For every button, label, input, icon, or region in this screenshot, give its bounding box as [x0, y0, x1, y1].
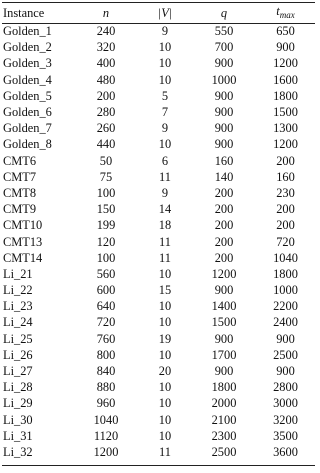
table-row	[2, 185, 315, 201]
cell-q: 2100	[211, 412, 237, 427]
header-vehicles	[138, 3, 192, 23]
table-row	[2, 250, 315, 266]
cell-instance: Li_21	[3, 266, 33, 281]
cell-q: 900	[214, 331, 234, 346]
header-n	[74, 3, 138, 23]
cell-tmax: 1200	[273, 137, 298, 152]
cell-q: 900	[214, 56, 234, 71]
cell-tmax: 160	[276, 169, 295, 184]
cell-n: 260	[96, 121, 116, 136]
cell-tmax: 3600	[273, 444, 298, 459]
cell-vehicles: 7	[161, 105, 169, 120]
cell-q: 550	[214, 24, 234, 39]
cell-tmax: 1600	[273, 72, 298, 87]
cell-vehicles: 5	[161, 88, 169, 103]
table-row	[2, 72, 315, 88]
cell-n: 480	[96, 72, 116, 87]
cell-vehicles: 10	[158, 299, 172, 314]
cell-instance: CMT7	[3, 169, 37, 184]
cell-instance: Golden_4	[3, 72, 52, 87]
cell-tmax: 2200	[273, 299, 298, 314]
table-row	[2, 169, 315, 185]
cell-vehicles: 10	[158, 72, 172, 87]
cell-tmax: 900	[276, 364, 295, 379]
cell-instance: CMT13	[3, 234, 43, 249]
header-t-label: t	[276, 4, 280, 18]
cell-q: 900	[214, 105, 234, 120]
cell-n: 199	[96, 218, 116, 233]
cell-tmax: 1800	[273, 266, 298, 281]
cell-tmax: 3200	[273, 412, 298, 427]
cell-tmax: 2800	[273, 380, 298, 395]
cell-q: 160	[214, 153, 234, 168]
cell-n: 100	[96, 250, 116, 265]
cell-tmax: 2500	[273, 347, 298, 362]
cell-n: 50	[99, 153, 113, 168]
cell-q: 1800	[211, 380, 237, 395]
cell-q: 2000	[211, 396, 237, 411]
cell-tmax: 1800	[273, 88, 298, 103]
cell-instance: Li_29	[3, 396, 33, 411]
cell-tmax: 1500	[273, 105, 298, 120]
cell-vehicles: 10	[158, 412, 172, 427]
header-tmax	[256, 3, 315, 23]
cell-n: 400	[96, 56, 116, 71]
cell-n: 760	[96, 331, 116, 346]
cell-tmax: 200	[276, 153, 295, 168]
table-header	[2, 3, 315, 23]
cell-vehicles: 6	[161, 153, 169, 168]
cell-vehicles: 10	[158, 380, 172, 395]
cell-q: 700	[214, 40, 234, 55]
cell-q: 1500	[211, 315, 237, 330]
cell-vehicles: 11	[159, 250, 171, 265]
cell-instance: Li_28	[3, 380, 33, 395]
table-row	[2, 282, 315, 298]
cell-tmax: 1300	[273, 121, 298, 136]
header-n-label: n	[102, 6, 110, 20]
cell-vehicles: 10	[158, 137, 172, 152]
cell-n: 320	[96, 40, 116, 55]
cell-vehicles: 10	[158, 347, 172, 362]
cell-tmax: 230	[276, 185, 295, 200]
table-row	[2, 412, 315, 428]
cell-instance: Li_27	[3, 364, 33, 379]
cell-instance: CMT8	[3, 185, 37, 200]
cell-q: 900	[214, 364, 234, 379]
cell-n: 840	[96, 364, 116, 379]
table-row	[2, 428, 315, 444]
cell-q: 200	[214, 234, 234, 249]
cell-q: 200	[214, 202, 234, 217]
cell-vehicles: 9	[161, 121, 169, 136]
cell-n: 150	[96, 202, 116, 217]
cell-q: 200	[214, 218, 234, 233]
instance-table	[2, 3, 315, 460]
cell-vehicles: 10	[158, 315, 172, 330]
cell-n: 880	[96, 380, 116, 395]
cell-tmax: 1200	[273, 56, 298, 71]
cell-n: 120	[96, 234, 116, 249]
cell-n: 1040	[93, 412, 119, 427]
cell-n: 1120	[93, 428, 119, 443]
cell-instance: CMT14	[3, 250, 43, 265]
cell-q: 1200	[211, 266, 237, 281]
table-row	[2, 39, 315, 55]
cell-instance: CMT10	[3, 218, 43, 233]
cell-instance: Golden_1	[3, 24, 52, 39]
cell-q: 900	[214, 137, 234, 152]
table-row	[2, 136, 315, 152]
cell-instance: Li_31	[3, 428, 33, 443]
table-row	[2, 104, 315, 120]
cell-tmax: 3000	[273, 396, 298, 411]
cell-q: 140	[214, 169, 234, 184]
cell-vehicles: 9	[161, 24, 169, 39]
table-row	[2, 55, 315, 71]
cell-q: 900	[214, 88, 234, 103]
cell-q: 2500	[211, 444, 237, 459]
table-row	[2, 233, 315, 249]
cell-q: 200	[214, 185, 234, 200]
cell-instance: Golden_7	[3, 121, 52, 136]
cell-tmax: 200	[276, 218, 295, 233]
cell-n: 1200	[93, 444, 119, 459]
table-row	[2, 379, 315, 395]
table-row	[2, 298, 315, 314]
cell-q: 900	[214, 121, 234, 136]
cell-q: 2300	[211, 428, 237, 443]
cell-tmax: 1000	[273, 283, 298, 298]
cell-instance: Golden_2	[3, 40, 52, 55]
cell-n: 800	[96, 347, 116, 362]
table-row	[2, 266, 315, 282]
cell-vehicles: 10	[158, 396, 172, 411]
cell-n: 720	[96, 315, 116, 330]
cell-n: 440	[96, 137, 116, 152]
cell-instance: Golden_3	[3, 56, 52, 71]
cell-vehicles: 19	[158, 331, 172, 346]
header-q-label: q	[220, 6, 228, 20]
cell-n: 200	[96, 88, 116, 103]
table-row	[2, 395, 315, 411]
cell-q: 900	[214, 283, 234, 298]
table-row	[2, 347, 315, 363]
cell-vehicles: 15	[158, 283, 172, 298]
table-row	[2, 88, 315, 104]
cell-instance: Li_26	[3, 347, 33, 362]
cell-n: 100	[96, 185, 116, 200]
cell-tmax: 900	[276, 331, 295, 346]
cell-n: 640	[96, 299, 116, 314]
cell-instance: Golden_8	[3, 137, 52, 152]
cell-instance: Li_22	[3, 283, 33, 298]
header-instance: Instance	[3, 6, 45, 20]
cell-vehicles: 11	[159, 169, 171, 184]
table-row	[2, 120, 315, 136]
cell-vehicles: 14	[158, 202, 172, 217]
cell-q: 1000	[211, 72, 237, 87]
cell-vehicles: 10	[158, 40, 172, 55]
cell-q: 200	[214, 250, 234, 265]
cell-q: 1700	[211, 347, 237, 362]
cell-vehicles: 20	[158, 364, 172, 379]
cell-instance: Li_25	[3, 331, 33, 346]
cell-tmax: 720	[276, 234, 295, 249]
cell-n: 240	[96, 24, 116, 39]
cell-instance: Li_24	[3, 315, 33, 330]
cell-tmax: 650	[276, 24, 295, 39]
header-t-subscript: max	[279, 10, 295, 20]
table-row	[2, 331, 315, 347]
header-q	[192, 3, 256, 23]
cell-tmax: 200	[276, 202, 295, 217]
table-row	[2, 153, 315, 169]
cell-n: 75	[99, 169, 113, 184]
header-row	[2, 3, 315, 23]
cell-n: 960	[96, 396, 116, 411]
cell-vehicles: 10	[158, 428, 172, 443]
cell-instance: Golden_5	[3, 88, 52, 103]
cell-tmax: 2400	[273, 315, 298, 330]
cell-instance: Li_32	[3, 444, 33, 459]
table-row	[2, 201, 315, 217]
cell-instance: CMT6	[3, 153, 37, 168]
table-bottom-rule	[2, 465, 315, 466]
cell-tmax: 1040	[273, 250, 298, 265]
cell-vehicles: 9	[161, 185, 169, 200]
cell-vehicles: 11	[159, 234, 171, 249]
table-body	[2, 23, 315, 460]
table-row	[2, 363, 315, 379]
cell-tmax: 3500	[273, 428, 298, 443]
cell-vehicles: 10	[158, 266, 172, 281]
cell-instance: Li_23	[3, 299, 33, 314]
cell-vehicles: 11	[159, 444, 171, 459]
cell-n: 560	[96, 266, 116, 281]
cell-n: 280	[96, 105, 116, 120]
cell-tmax: 900	[276, 40, 295, 55]
cell-vehicles: 18	[158, 218, 172, 233]
cell-vehicles: 10	[158, 56, 172, 71]
header-v-label: |V|	[157, 6, 173, 20]
cell-n: 600	[96, 283, 116, 298]
table-row	[2, 444, 315, 460]
cell-instance: CMT9	[3, 202, 37, 217]
cell-instance: Golden_6	[3, 105, 52, 120]
cell-q: 1400	[211, 299, 237, 314]
table-row	[2, 23, 315, 39]
cell-instance: Li_30	[3, 412, 33, 427]
table-row	[2, 314, 315, 330]
table-row	[2, 217, 315, 233]
